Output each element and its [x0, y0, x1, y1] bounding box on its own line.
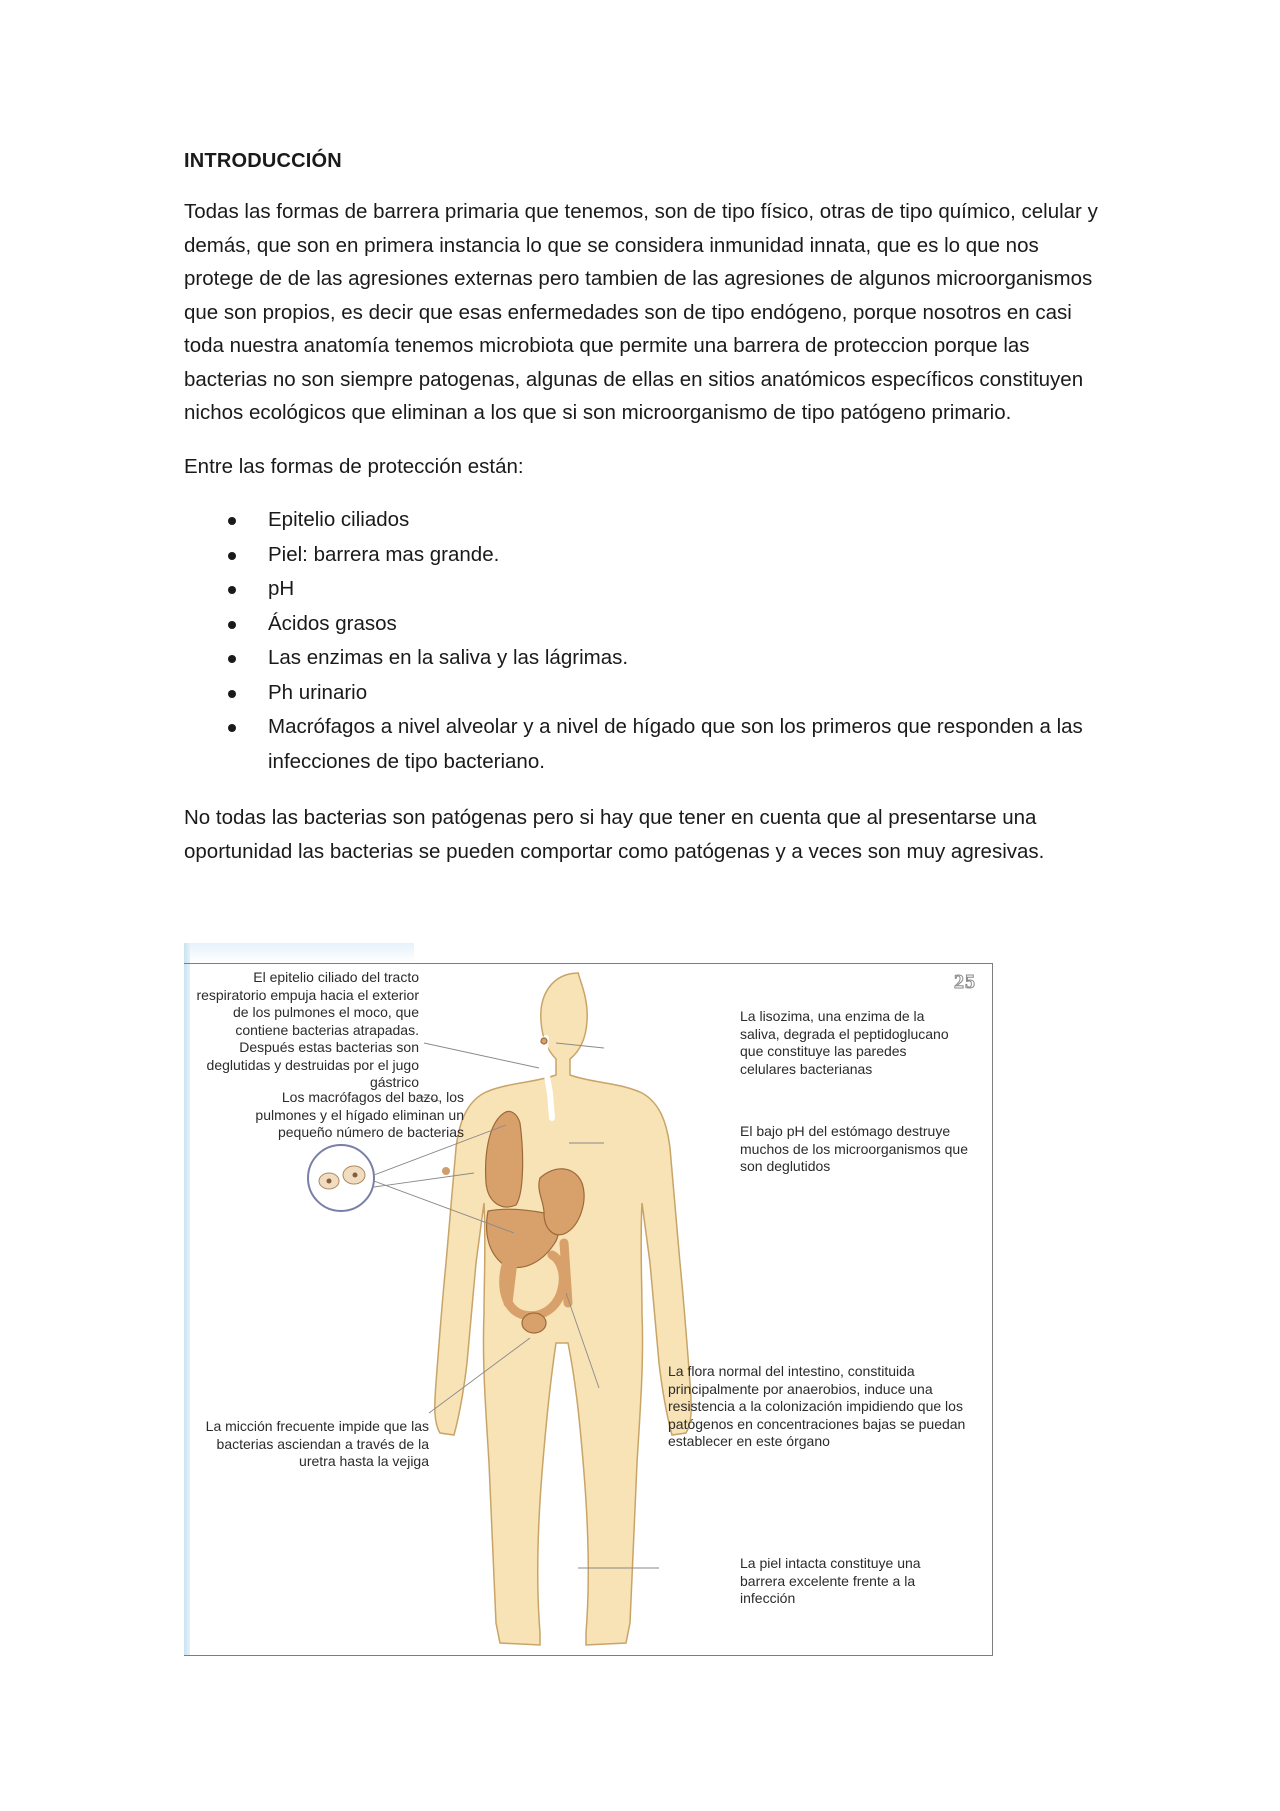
section-heading: INTRODUCCIÓN — [184, 150, 342, 172]
list-item: Ácidos grasos — [228, 607, 1104, 642]
bacteria-dot — [327, 1179, 332, 1184]
bullet-icon — [228, 690, 236, 698]
bullet-icon — [228, 621, 236, 629]
label-lysozyme: La lisozima, una enzima de la saliva, degrada el peptidoglucano que constituye las paredes celulares bacterianas — [740, 1008, 949, 1077]
paragraph-intro: Todas las formas de barrera primaria que tenemos, son de tipo físico, otras de tipo químico, celular y demás, que son en primera instancia lo que se considera inmunidad innata, que es lo que nos protege de de las agresiones externas pero tambien de las agresiones de algunos microorganismos que son propios, es decir que esas enfermedades son de tipo endógeno, porque nosotros en casi toda nuestra anatomía tenemos microbiota que permite una barrera de proteccion porque las bacterias no son siempre patogenas, algunas de ellas en sitios anatómicos específicos constituyen nichos ecológicos que eliminan a los que si son microorganismo de tipo patógeno primario. — [184, 200, 1098, 424]
list-item: Piel: barrera mas grande. — [228, 538, 1104, 573]
bullet-icon — [228, 552, 236, 560]
list-item: pH — [228, 572, 1104, 607]
bullet-icon — [228, 724, 236, 732]
protection-list — [184, 503, 1104, 779]
document-body — [184, 150, 1104, 888]
innate-barriers-figure — [184, 943, 994, 1656]
bullet-icon — [228, 586, 236, 594]
label-ciliated-epithelium: El epitelio ciliado del tracto respiratorio empuja hacia el exterior de los pulmones el moco, que contiene bacterias atrapadas. Después estas bacterias son deglutidas y destruidas por el jugo gástrico — [196, 969, 419, 1090]
label-intestinal-flora: La flora normal del intestino, constituida principalmente por anaerobios, induce una resistencia a la colonización impidiendo que los patógenos en concentraciones bajas se puedan establecer en este órgano — [668, 1363, 966, 1449]
paragraph-bacteria-note: No todas las bacterias son patógenas pero si hay que tener en cuenta que al presentarse una oportunidad las bacterias se pueden comportar como patógenas y a veces son muy agresivas. — [184, 806, 1045, 863]
label-macrophages: Los macrófagos del bazo, los pulmones y el hígado eliminan un pequeño número de bacterias — [255, 1089, 464, 1140]
list-item: Las enzimas en la saliva y las lágrimas. — [228, 641, 1104, 676]
list-item: Epitelio ciliados — [228, 503, 1104, 538]
bladder — [522, 1313, 546, 1333]
bullet-icon — [228, 517, 236, 525]
mouth-marker — [541, 1038, 547, 1044]
macrophage-spot — [442, 1167, 450, 1175]
list-item: Macrófagos a nivel alveolar y a nivel de hígado que son los primeros que responden a las infecciones de tipo bacteriano. — [228, 710, 1104, 779]
label-intact-skin: La piel intacta constituye una barrera excelente frente a la infección — [740, 1555, 921, 1606]
paragraph-protection-forms: Entre las formas de protección están: — [184, 454, 524, 478]
bullet-icon — [228, 655, 236, 663]
label-stomach-ph: El bajo pH del estómago destruye muchos de los microorganismos que son deglutidos — [740, 1123, 968, 1174]
bacteria-dot — [353, 1173, 358, 1178]
body-silhouette — [435, 973, 691, 1645]
label-urination: La micción frecuente impide que las bacterias asciendan a través de la uretra hasta la vejiga — [205, 1418, 429, 1469]
figure-page-number: 25 — [954, 971, 976, 993]
list-item: Ph urinario — [228, 676, 1104, 711]
